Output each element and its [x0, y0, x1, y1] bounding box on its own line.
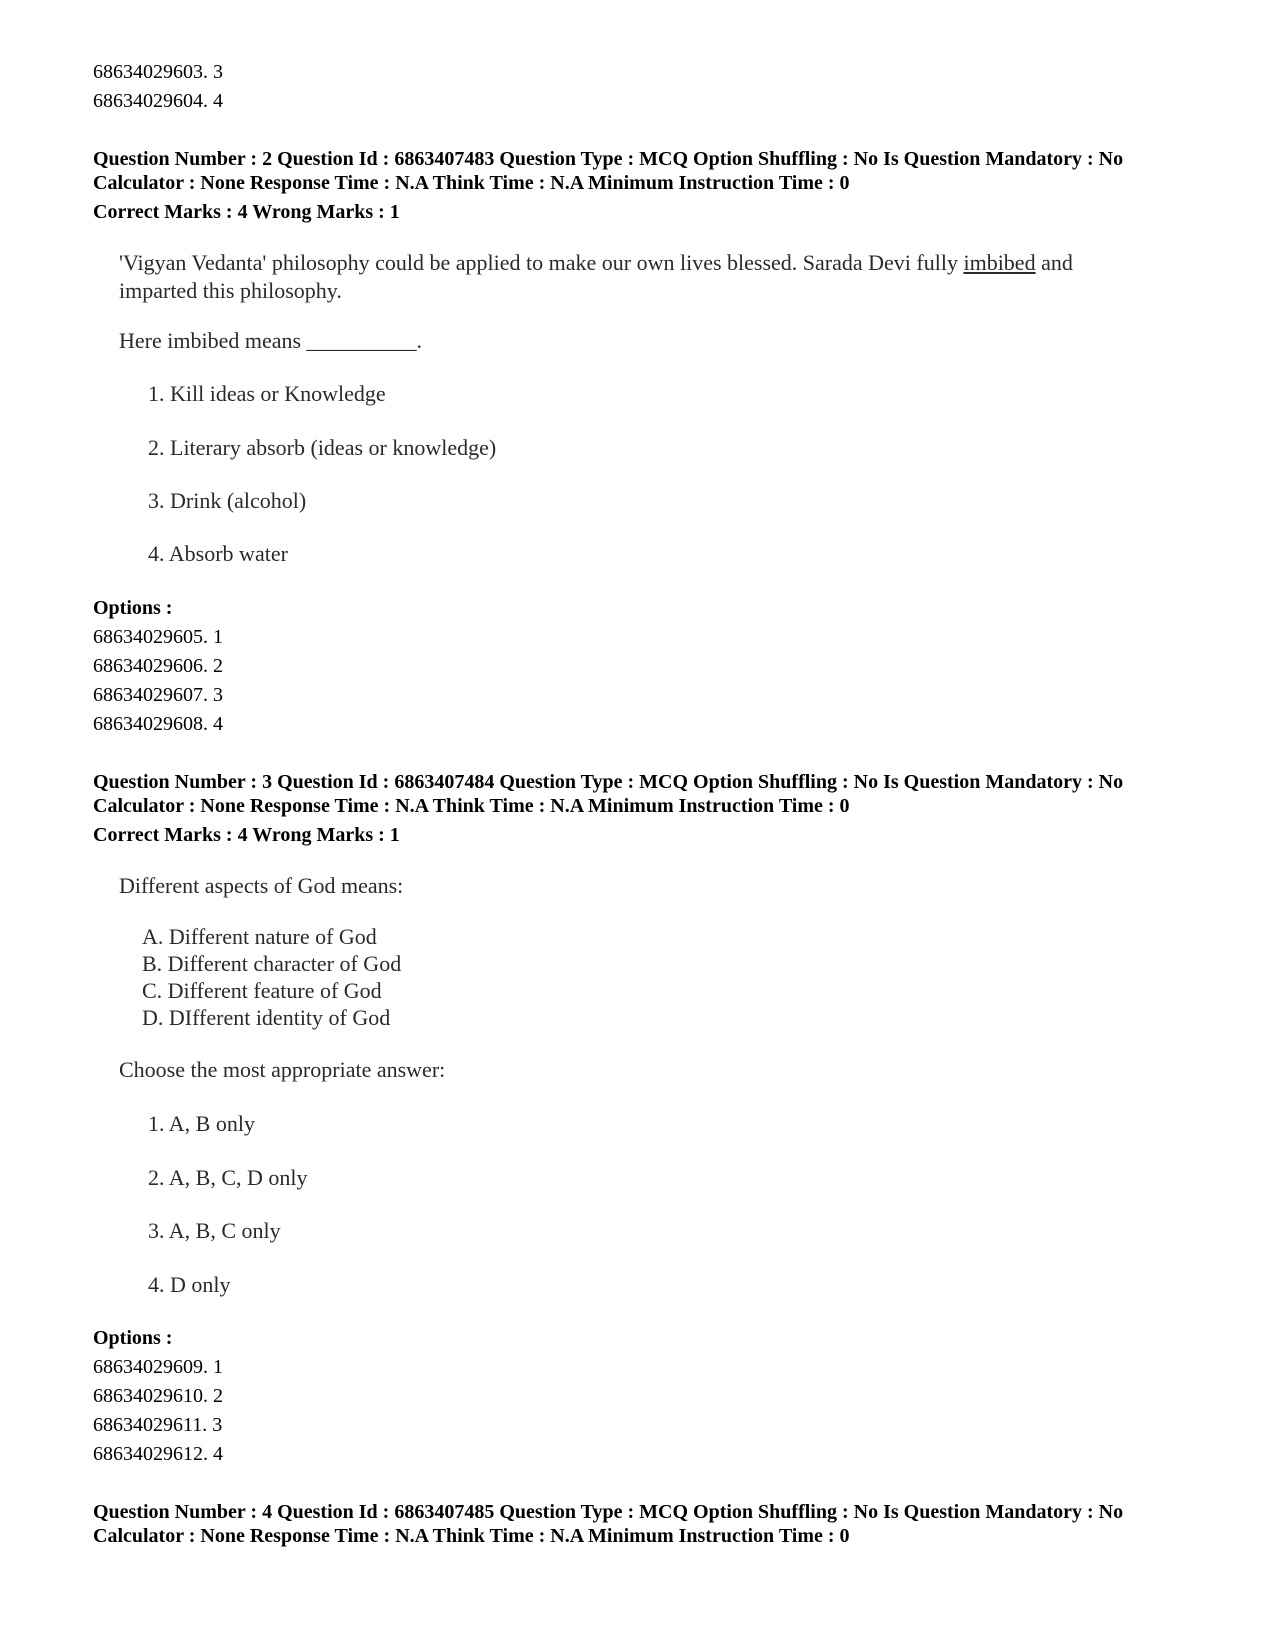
answer-choice: 4. D only [148, 1272, 231, 1297]
question-header-line2: Calculator : None Response Time : N.A Think Time : N.A Minimum Instruction Time : 0 [93, 1525, 850, 1547]
option-code: 68634029608. 4 [93, 713, 223, 735]
question-header-line1: Question Number : 4 Question Id : 6863407485 Question Type : MCQ Option Shuffling : No Is Question Mandatory : No [93, 1501, 1124, 1523]
answer-choice: 2. Literary absorb (ideas or knowledge) [148, 435, 497, 460]
answer-choice: 1. Kill ideas or Knowledge [148, 381, 386, 406]
statement-item: C. Different feature of God [142, 978, 382, 1003]
statement-item: A. Different nature of God [142, 924, 377, 949]
option-code: 68634029605. 1 [93, 626, 223, 648]
option-code: 68634029612. 4 [93, 1443, 223, 1465]
answer-choice: 1. A, B only [148, 1111, 255, 1136]
question-marks: Correct Marks : 4 Wrong Marks : 1 [93, 824, 400, 846]
answer-choice: 2. A, B, C, D only [148, 1165, 308, 1190]
answer-choice: 3. Drink (alcohol) [148, 488, 307, 513]
question-prompt: Here imbibed means __________. [119, 328, 423, 353]
statement-item: D. DIfferent identity of God [142, 1005, 391, 1030]
question-text-line1: 'Vigyan Vedanta' philosophy could be applied to make our own lives blessed. Sarada Devi fully imbibed and [119, 250, 1073, 275]
answer-choice: 3. A, B, C only [148, 1218, 281, 1243]
question-header-line1: Question Number : 2 Question Id : 6863407483 Question Type : MCQ Option Shuffling : No Is Question Mandatory : No [93, 148, 1124, 170]
question-text: Different aspects of God means: [119, 873, 404, 898]
option-code: 68634029604. 4 [93, 90, 223, 112]
question-header-line1: Question Number : 3 Question Id : 6863407484 Question Type : MCQ Option Shuffling : No Is Question Mandatory : No [93, 771, 1124, 793]
question-header-line2: Calculator : None Response Time : N.A Think Time : N.A Minimum Instruction Time : 0 [93, 795, 850, 817]
question-marks: Correct Marks : 4 Wrong Marks : 1 [93, 201, 400, 223]
question-header-line2: Calculator : None Response Time : N.A Think Time : N.A Minimum Instruction Time : 0 [93, 172, 850, 194]
question-prompt: Choose the most appropriate answer: [119, 1057, 446, 1082]
option-code: 68634029603. 3 [93, 61, 223, 83]
option-code: 68634029610. 2 [93, 1385, 223, 1407]
options-label: Options : [93, 597, 173, 619]
answer-choice: 4. Absorb water [148, 541, 288, 566]
option-code: 68634029611. 3 [93, 1414, 223, 1436]
question-text-line2: imparted this philosophy. [119, 278, 342, 303]
option-code: 68634029607. 3 [93, 684, 223, 706]
statement-item: B. Different character of God [142, 951, 402, 976]
options-label: Options : [93, 1327, 173, 1349]
underlined-word: imbibed [963, 250, 1036, 275]
option-code: 68634029609. 1 [93, 1356, 223, 1378]
option-code: 68634029606. 2 [93, 655, 223, 677]
